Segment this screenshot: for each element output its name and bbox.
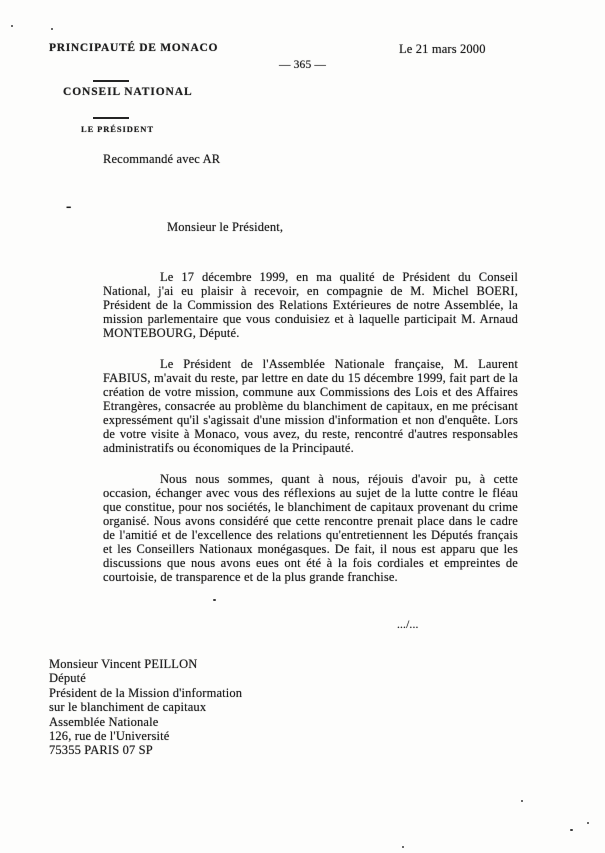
- org-subtitle: LE PRÉSIDENT: [81, 124, 154, 134]
- continuation-mark: .../...: [397, 619, 419, 631]
- scan-speck: [11, 25, 13, 27]
- divider-line: [93, 80, 129, 82]
- recipient-line: Député: [49, 671, 86, 686]
- scan-speck: [570, 829, 573, 831]
- recipient-address: [49, 657, 242, 758]
- scan-speck: [521, 800, 523, 802]
- recipient-line: sur le blanchiment de capitaux: [49, 700, 207, 715]
- letter-date: Le 21 mars 2000: [399, 42, 486, 56]
- scan-speck: [51, 28, 53, 30]
- scan-speck: [402, 846, 404, 848]
- recipient-line: 75355 PARIS 07 SP: [49, 743, 153, 758]
- recipient-line: Assemblée Nationale: [49, 714, 159, 729]
- recipient-line: Président de la Mission d'information: [49, 685, 243, 700]
- scan-speck: [587, 822, 589, 824]
- body-paragraph: Le 17 décembre 1999, en ma qualité de Président du Conseil National, j'ai eu plaisir à recevoir, en compagnie de M. Michel BOERI, Président de la Commission des Relations Extérieures de notre Assemblée, la mission parlementaire que vous conduisiez et à laquelle participait M. Arnaud MONTEBOURG, Député.: [103, 270, 518, 340]
- letterhead-entity: PRINCIPAUTÉ DE MONACO: [49, 42, 219, 54]
- page-number: — 365 —: [278, 59, 327, 71]
- divider-line: [93, 117, 129, 119]
- body-paragraph: Le Président de l'Assemblée Nationale française, M. Laurent FABIUS, m'avait du reste, par lettre en date du 15 décembre 1999, fait part de la création de votre mission, commune aux Commissions des Lois et des Affaires Etrangères, consacrée au problème du blanchiment de capitaux, en me précisant expressément qu'il s'agissait d'une mission d'information et non d'enquête. Lors de votre visite à Monaco, vous avez, du reste, rencontré d'autres responsables administratifs ou économiques de la Principauté.: [103, 357, 518, 455]
- salutation: Monsieur le Président,: [167, 220, 284, 234]
- letter-body: [103, 270, 518, 601]
- body-paragraph: Nous nous sommes, quant à nous, réjouis d'avoir pu, à cette occasion, échanger avec vous des réflexions au sujet de la lutte contre le fléau que constitue, pour nos sociétés, le blanchiment de capitaux provenant du crime organisé. Nous avons considéré que cette rencontre prenait place dans le cadre de l'amitié et de l'excellence des relations qu'entretiennent les Députés français et les Conseillers Nationaux monégasques. De fait, il nous est apparu que les discussions que nous avons eues ont été à la fois cordiales et empreintes de courtoisie, de transparence et de la plus grande franchise.: [103, 472, 518, 584]
- delivery-note: Recommandé avec AR: [103, 152, 221, 166]
- recipient-line: 126, rue de l'Université: [49, 729, 170, 744]
- recipient-line: Monsieur Vincent PEILLON: [49, 657, 198, 671]
- margin-dash-mark: -: [66, 198, 72, 215]
- org-title: CONSEIL NATIONAL: [63, 86, 193, 98]
